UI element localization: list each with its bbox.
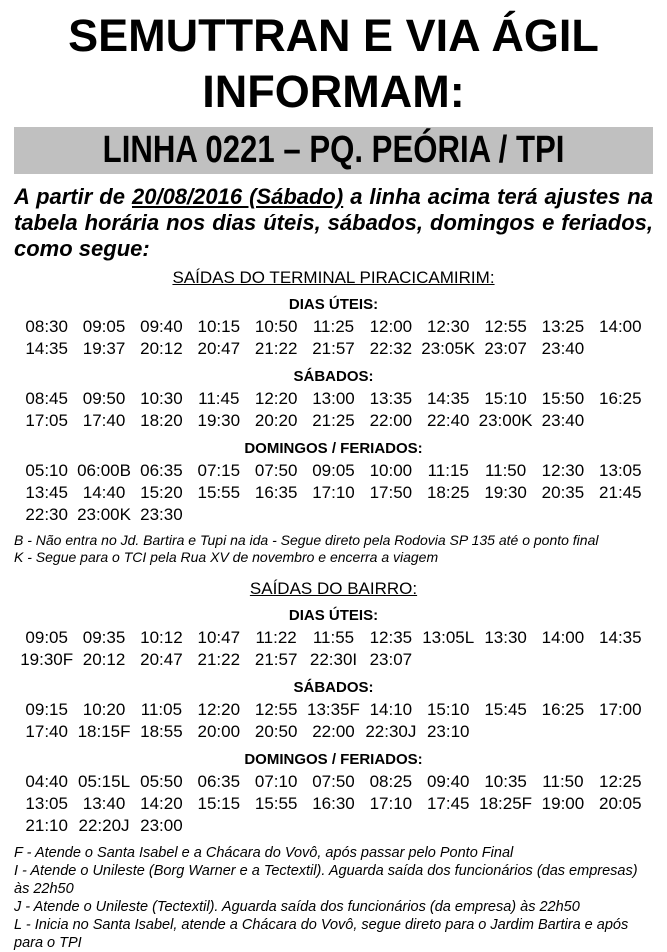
time-cell: 17:10 [312, 483, 355, 502]
time-cell: 14:00 [541, 628, 585, 647]
time-cell: 23:07 [484, 339, 527, 358]
time-cell: 21:57 [312, 339, 355, 358]
time-cell: 20:05 [599, 794, 642, 813]
time-cell: 08:25 [369, 772, 413, 791]
time-cell: 20:20 [254, 411, 298, 430]
footnote: F - Atende o Santa Isabel e a Chácara do Vovô, após passar pelo Ponto Final [14, 845, 514, 861]
time-cell: 10:50 [254, 317, 298, 336]
time-cell: 10:20 [82, 700, 126, 719]
time-cell: 13:45 [25, 483, 68, 502]
time-cell: 12:20 [254, 389, 298, 408]
title-line-2: INFORMAM: [202, 66, 465, 117]
time-cell: 15:50 [541, 389, 585, 408]
time-cell: 14:20 [140, 794, 183, 813]
period-label: DOMINGOS / FERIADOS: [244, 751, 423, 768]
time-cell: 07:15 [197, 461, 241, 480]
schedule-section [14, 579, 653, 952]
time-cell: 10:30 [140, 389, 183, 408]
time-cell: 12:25 [599, 772, 642, 791]
time-cell: 17:10 [369, 794, 413, 813]
time-cell: 08:30 [25, 317, 68, 336]
time-cell: 17:05 [25, 411, 68, 430]
time-cell: 05:50 [140, 772, 183, 791]
time-cell: 13:35F [307, 700, 360, 719]
time-cell: 23:00 [140, 816, 183, 835]
intro-paragraph [14, 184, 653, 262]
section-heading: SAÍDAS DO BAIRRO: [249, 579, 418, 598]
time-cell: 09:50 [82, 389, 126, 408]
time-cell: 18:15F [77, 722, 131, 741]
intro-prefix: A partir de [14, 184, 132, 209]
time-cell: 07:50 [254, 461, 298, 480]
time-cell: 12:35 [369, 628, 413, 647]
time-cell: 19:00 [541, 794, 585, 813]
time-row [14, 460, 653, 482]
time-cell: 17:40 [25, 722, 68, 741]
time-cell: 09:05 [312, 461, 355, 480]
time-cell: 20:12 [82, 650, 126, 669]
time-cell: 06:35 [140, 461, 183, 480]
time-cell: 20:00 [197, 722, 241, 741]
time-cell: 14:10 [369, 700, 413, 719]
time-row [14, 482, 653, 504]
time-cell: 12:00 [369, 317, 413, 336]
time-row [14, 721, 653, 743]
time-cell: 11:15 [427, 461, 469, 480]
time-cell: 06:00B [77, 461, 131, 480]
time-cell: 15:55 [197, 483, 241, 502]
time-cell: 14:00 [599, 317, 642, 336]
time-cell: 16:30 [312, 794, 355, 813]
time-cell: 09:35 [82, 628, 126, 647]
time-cell: 10:00 [369, 461, 413, 480]
time-cell: 21:22 [197, 650, 241, 669]
time-cell: 22:40 [426, 411, 470, 430]
line-banner-text: LINHA 0221 – PQ. PEÓRIA / TPI [102, 129, 565, 171]
time-cell: 12:55 [484, 317, 527, 336]
time-cell: 11:22 [255, 628, 297, 647]
time-row [14, 338, 653, 360]
period-label: SÁBADOS: [293, 368, 374, 385]
time-cell: 13:05L [422, 628, 475, 647]
time-cell: 20:47 [140, 650, 183, 669]
time-cell: 19:37 [82, 339, 126, 358]
period-label: DOMINGOS / FERIADOS: [244, 440, 423, 457]
time-cell: 23:07 [369, 650, 413, 669]
time-cell: 09:40 [140, 317, 183, 336]
time-cell: 11:50 [484, 461, 527, 480]
time-cell: 18:20 [140, 411, 183, 430]
time-row [14, 410, 653, 432]
schedule-sections [14, 268, 653, 952]
time-cell: 21:22 [254, 339, 298, 358]
time-cell: 14:35 [25, 339, 68, 358]
title-line-1: SEMUTTRAN E VIA ÁGIL [68, 10, 599, 61]
time-cell: 21:10 [25, 816, 68, 835]
time-cell: 21:57 [254, 650, 298, 669]
time-cell: 10:35 [484, 772, 527, 791]
footnote: B - Não entra no Jd. Bartira e Tupi na ida - Segue direto pela Rodovia SP 135 até o ponto final [14, 532, 599, 548]
time-cell: 11:05 [140, 700, 183, 719]
time-cell: 09:40 [426, 772, 470, 791]
schedule-section [14, 268, 653, 565]
time-cell: 12:30 [541, 461, 585, 480]
period-label: DIAS ÚTEIS: [288, 296, 379, 313]
intro-suffix: a linha acima terá ajustes na tabela horária nos dias úteis, sábados, domingos e feriados, como segue: [14, 184, 653, 261]
time-row [14, 649, 653, 671]
time-cell: 12:20 [197, 700, 241, 719]
time-cell: 09:05 [82, 317, 126, 336]
time-cell: 10:12 [140, 628, 183, 647]
time-cell: 23:00K [478, 411, 533, 430]
time-cell: 05:10 [25, 461, 68, 480]
time-cell: 16:25 [599, 389, 642, 408]
time-cell: 18:55 [140, 722, 183, 741]
time-cell: 13:30 [484, 628, 527, 647]
time-cell: 14:35 [426, 389, 470, 408]
time-row [14, 388, 653, 410]
time-cell: 13:05 [599, 461, 642, 480]
time-cell: 11:45 [198, 389, 240, 408]
time-cell: 20:35 [541, 483, 585, 502]
time-cell: 06:35 [197, 772, 241, 791]
time-cell: 15:55 [254, 794, 298, 813]
time-cell: 23:40 [541, 411, 585, 430]
time-cell: 05:15L [78, 772, 131, 791]
time-cell: 23:10 [426, 722, 470, 741]
line-banner [14, 127, 653, 174]
time-cell: 20:12 [140, 339, 183, 358]
time-cell: 12:55 [254, 700, 298, 719]
time-row [14, 699, 653, 721]
time-cell: 14:40 [82, 483, 126, 502]
footnote: I - Atende o Unileste (Borg Warner e a Tectextil). Aguarda saída dos funcionários (das empresas) às 22h50 [14, 863, 638, 897]
time-cell: 15:10 [426, 700, 470, 719]
time-cell: 04:40 [25, 772, 68, 791]
page-title [14, 8, 653, 120]
time-cell: 15:20 [140, 483, 183, 502]
time-cell: 22:00 [312, 722, 355, 741]
time-cell: 23:40 [541, 339, 585, 358]
time-cell: 22:00 [369, 411, 413, 430]
time-cell: 13:35 [369, 389, 413, 408]
time-cell: 09:05 [25, 628, 68, 647]
time-cell: 14:35 [599, 628, 642, 647]
time-row [14, 815, 653, 837]
time-cell: 10:15 [197, 317, 241, 336]
time-cell: 15:45 [484, 700, 527, 719]
time-cell: 23:30 [140, 505, 183, 524]
time-row [14, 793, 653, 815]
time-cell: 19:30 [484, 483, 527, 502]
time-cell: 12:30 [426, 317, 470, 336]
time-cell: 15:15 [197, 794, 241, 813]
time-cell: 22:30J [365, 722, 417, 741]
time-row [14, 316, 653, 338]
time-cell: 23:00K [77, 505, 131, 524]
period-label: DIAS ÚTEIS: [288, 607, 379, 624]
time-cell: 07:50 [312, 772, 355, 791]
time-cell: 17:00 [599, 700, 642, 719]
time-cell: 10:47 [197, 628, 241, 647]
time-cell: 22:30I [309, 650, 358, 669]
time-cell: 17:40 [82, 411, 126, 430]
footnote: L - Inicia no Santa Isabel, atende a Chácara do Vovô, segue direto para o Jardim Bartira e após para o TPI [14, 917, 629, 951]
time-cell: 11:25 [312, 317, 355, 336]
period-label: SÁBADOS: [293, 679, 374, 696]
footnote: J - Atende o Unileste (Tectextil). Aguarda saída dos funcionários (da empresa) às 22h50 [14, 899, 580, 915]
time-cell: 21:25 [312, 411, 355, 430]
time-cell: 16:25 [541, 700, 585, 719]
time-cell: 21:45 [599, 483, 642, 502]
time-cell: 07:10 [254, 772, 298, 791]
time-cell: 20:47 [197, 339, 241, 358]
time-cell: 17:45 [426, 794, 470, 813]
time-cell: 11:50 [542, 772, 584, 791]
time-cell: 23:05K [421, 339, 476, 358]
time-row [14, 627, 653, 649]
time-cell: 18:25 [426, 483, 470, 502]
time-cell: 09:15 [25, 700, 68, 719]
time-cell: 08:45 [25, 389, 68, 408]
time-cell: 13:40 [82, 794, 126, 813]
time-cell: 17:50 [369, 483, 413, 502]
time-cell: 22:30 [25, 505, 68, 524]
section-heading: SAÍDAS DO TERMINAL PIRACICAMIRIM: [172, 268, 495, 287]
time-cell: 18:25F [479, 794, 533, 813]
time-cell: 15:10 [484, 389, 527, 408]
time-cell: 11:55 [312, 628, 355, 647]
time-row [14, 504, 653, 526]
time-cell: 22:32 [369, 339, 413, 358]
footnote: K - Segue para o TCI pela Rua XV de novembro e encerra a viagem [14, 548, 439, 565]
time-cell: 13:25 [541, 317, 585, 336]
time-cell: 19:30F [20, 650, 74, 669]
time-cell: 16:35 [254, 483, 298, 502]
time-cell: 19:30 [197, 411, 241, 430]
time-cell: 20:50 [254, 722, 298, 741]
time-cell: 22:20J [78, 816, 130, 835]
intro-date-underlined: 20/08/2016 (Sábado) [131, 184, 344, 209]
time-row [14, 771, 653, 793]
time-cell: 13:05 [25, 794, 68, 813]
time-cell: 13:00 [312, 389, 355, 408]
